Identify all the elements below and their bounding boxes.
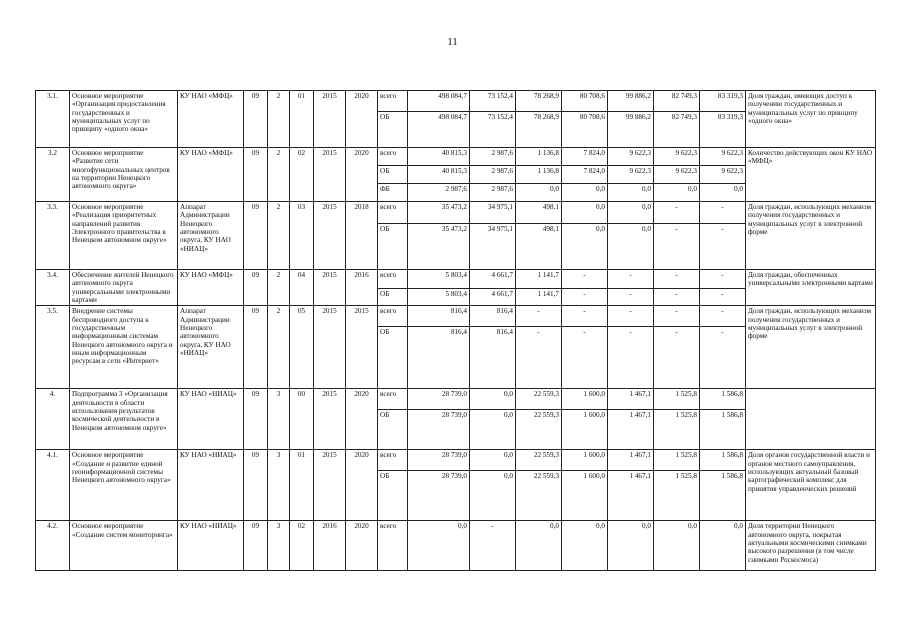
amount-cell: - [470, 521, 516, 571]
end-year: 2020 [346, 521, 378, 571]
amount-cell: 5 803,4 [408, 270, 470, 289]
start-year: 2015 [314, 306, 346, 389]
funding-source: ОБ [378, 224, 408, 270]
result-indicator: Доля граждан, использующих механизм получения государственных и муниципальных услуг в электронной форме [746, 202, 876, 270]
row-number: 3.1. [36, 91, 70, 148]
amount-cell: - [608, 270, 654, 289]
amount-cell: 28 739,0 [408, 471, 470, 521]
amount-cell: 1 525,8 [654, 389, 700, 410]
amount-cell: 0,0 [516, 184, 562, 202]
amount-cell: 816,4 [470, 327, 516, 389]
row-number: 3.2 [36, 148, 70, 202]
amount-cell: 99 886,2 [608, 91, 654, 112]
table-row [36, 270, 876, 289]
amount-cell: 1 600,0 [562, 450, 608, 471]
amount-cell: 22 559,3 [516, 389, 562, 410]
code-program: 09 [244, 450, 268, 521]
amount-cell: 28 739,0 [408, 410, 470, 450]
amount-cell: - [700, 289, 746, 306]
amount-cell: 0,0 [562, 224, 608, 270]
amount-cell: 40 815,3 [408, 148, 470, 166]
amount-cell: 1 525,8 [654, 410, 700, 450]
amount-cell: 0,0 [608, 224, 654, 270]
amount-cell: 9 622,3 [654, 166, 700, 184]
amount-cell: - [608, 306, 654, 327]
amount-cell: 498,1 [516, 202, 562, 224]
start-year: 2016 [314, 521, 346, 571]
code-subprogram: 2 [268, 270, 290, 306]
start-year: 2015 [314, 202, 346, 270]
code-activity: 03 [290, 202, 314, 270]
result-indicator: Доля органов государственной власти и органов местного самоуправления, использующих актуальный базовый картографический комплекс для принятия управленческих решений [746, 450, 876, 521]
table-row [36, 521, 876, 571]
amount-cell: 9 622,3 [608, 148, 654, 166]
amount-cell: - [562, 306, 608, 327]
result-indicator: Доля граждан, имеющих доступ к получению государственных и муниципальных услуг по принципу «одного окна» [746, 91, 876, 148]
code-activity: 05 [290, 306, 314, 389]
amount-cell: 28 739,0 [408, 450, 470, 471]
amount-cell: 83 319,3 [700, 91, 746, 112]
amount-cell: 34 975,1 [470, 224, 516, 270]
code-activity: 02 [290, 148, 314, 202]
amount-cell: 0,0 [700, 521, 746, 571]
end-year: 2018 [346, 202, 378, 270]
row-number: 3.4. [36, 270, 70, 306]
amount-cell: 0,0 [516, 521, 562, 571]
amount-cell: 22 559,3 [516, 410, 562, 450]
amount-cell: 0,0 [700, 184, 746, 202]
amount-cell: 7 824,0 [562, 148, 608, 166]
amount-cell: - [654, 289, 700, 306]
amount-cell: - [516, 306, 562, 327]
amount-cell: - [562, 270, 608, 289]
amount-cell: 1 525,8 [654, 471, 700, 521]
table-row [36, 202, 876, 224]
result-indicator: Доля граждан, использующих механизм получения государственных и муниципальных услуг в электронной форме [746, 306, 876, 389]
amount-cell: 1 136,8 [516, 148, 562, 166]
amount-cell: 816,4 [470, 306, 516, 327]
amount-cell: 73 152,4 [470, 112, 516, 148]
funding-source: ОБ [378, 471, 408, 521]
amount-cell: 35 473,2 [408, 224, 470, 270]
start-year: 2015 [314, 270, 346, 306]
funding-source: всего [378, 270, 408, 289]
amount-cell: 5 803,4 [408, 289, 470, 306]
result-indicator: Количество действующих окон КУ НАО «МФЦ» [746, 148, 876, 202]
table-row [36, 306, 876, 327]
amount-cell: 0,0 [654, 521, 700, 571]
result-indicator: Доля граждан, обеспеченных универсальными электронными картами [746, 270, 876, 306]
activity-name: Основное мероприятие «Создание систем мониторинга» [70, 521, 178, 571]
activity-name: Подпрограмма 3 «Организация деятельности в области использования результатов космической деятельности в Ненецком автономном округе» [70, 389, 178, 450]
amount-cell: - [608, 289, 654, 306]
amount-cell: 22 559,3 [516, 450, 562, 471]
code-activity: 04 [290, 270, 314, 306]
executor: Аппарат Администрации Ненецкого автономного округа, КУ НАО «НИАЦ» [178, 306, 244, 389]
amount-cell: 1 586,8 [700, 471, 746, 521]
amount-cell: 1 141,7 [516, 270, 562, 289]
amount-cell: 1 586,8 [700, 389, 746, 410]
amount-cell: 1 525,8 [654, 450, 700, 471]
amount-cell: - [700, 224, 746, 270]
amount-cell: 0,0 [470, 471, 516, 521]
amount-cell: - [654, 202, 700, 224]
amount-cell: 1 600,0 [562, 410, 608, 450]
code-program: 09 [244, 306, 268, 389]
amount-cell: 0,0 [654, 184, 700, 202]
amount-cell: 0,0 [608, 202, 654, 224]
amount-cell: - [654, 270, 700, 289]
amount-cell: 816,4 [408, 327, 470, 389]
code-subprogram: 3 [268, 389, 290, 450]
amount-cell: 22 559,3 [516, 471, 562, 521]
executor: КУ НАО «МФЦ» [178, 148, 244, 202]
executor: КУ НАО «МФЦ» [178, 91, 244, 148]
amount-cell: - [654, 327, 700, 389]
end-year: 2020 [346, 148, 378, 202]
table-row [36, 91, 876, 112]
end-year: 2015 [346, 306, 378, 389]
code-subprogram: 2 [268, 202, 290, 270]
code-program: 09 [244, 91, 268, 148]
funding-source: ОБ [378, 112, 408, 148]
amount-cell: 2 987,6 [470, 184, 516, 202]
amount-cell: 0,0 [562, 184, 608, 202]
amount-cell: 2 987,6 [470, 148, 516, 166]
amount-cell: - [562, 289, 608, 306]
result-indicator [746, 389, 876, 450]
amount-cell: - [700, 202, 746, 224]
amount-cell: 28 739,0 [408, 389, 470, 410]
amount-cell: 0,0 [608, 184, 654, 202]
amount-cell: - [700, 327, 746, 389]
activity-name: Основное мероприятие «Организация предоставления государственных и муниципальных услуг по принципу «одного окна» [70, 91, 178, 148]
amount-cell: 7 824,0 [562, 166, 608, 184]
amount-cell: 9 622,3 [654, 148, 700, 166]
amount-cell: 78 268,9 [516, 112, 562, 148]
table-row [36, 389, 876, 410]
amount-cell: 9 622,3 [700, 148, 746, 166]
amount-cell: 80 708,6 [562, 91, 608, 112]
code-activity: 01 [290, 450, 314, 521]
code-activity: 02 [290, 521, 314, 571]
funding-source: ФБ [378, 184, 408, 202]
funding-source: всего [378, 148, 408, 166]
funding-source: всего [378, 389, 408, 410]
start-year: 2015 [314, 450, 346, 521]
amount-cell: 82 749,3 [654, 91, 700, 112]
row-number: 3.5. [36, 306, 70, 389]
amount-cell: 73 152,4 [470, 91, 516, 112]
end-year: 2016 [346, 270, 378, 306]
amount-cell: 498,1 [516, 224, 562, 270]
code-program: 09 [244, 389, 268, 450]
amount-cell: - [516, 327, 562, 389]
funding-source: ОБ [378, 166, 408, 184]
amount-cell: 82 749,3 [654, 112, 700, 148]
code-program: 09 [244, 270, 268, 306]
funding-source: всего [378, 91, 408, 112]
executor: КУ НАО «МФЦ» [178, 270, 244, 306]
amount-cell: 4 661,7 [470, 270, 516, 289]
amount-cell: 2 987,6 [470, 166, 516, 184]
row-number: 4.1. [36, 450, 70, 521]
budget-table [35, 90, 876, 571]
amount-cell: - [654, 306, 700, 327]
amount-cell: 0,0 [408, 521, 470, 571]
amount-cell: 498 084,7 [408, 112, 470, 148]
amount-cell: 0,0 [470, 410, 516, 450]
code-subprogram: 2 [268, 306, 290, 389]
funding-source: ОБ [378, 327, 408, 389]
amount-cell: 99 886,2 [608, 112, 654, 148]
amount-cell: 1 467,1 [608, 389, 654, 410]
amount-cell: 78 268,9 [516, 91, 562, 112]
activity-name: Внедрение системы беспроводного доступа к государственным информационным системам Ненецкого автономного округа и иным информационным ресурсам в сети «Интернет» [70, 306, 178, 389]
amount-cell: 0,0 [562, 202, 608, 224]
executor: КУ НАО «НИАЦ» [178, 450, 244, 521]
amount-cell: 1 600,0 [562, 471, 608, 521]
amount-cell: - [608, 327, 654, 389]
row-number: 3.3. [36, 202, 70, 270]
funding-source: ОБ [378, 289, 408, 306]
amount-cell: 1 600,0 [562, 389, 608, 410]
executor: КУ НАО «НИАЦ» [178, 389, 244, 450]
funding-source: всего [378, 306, 408, 327]
result-indicator: Доля территории Ненецкого автономного округа, покрытая актуальными космическими снимками высокого разрешения (в том числе снимками Роскосмоса) [746, 521, 876, 571]
amount-cell: 1 586,8 [700, 410, 746, 450]
amount-cell: 0,0 [470, 450, 516, 471]
amount-cell: 1 141,7 [516, 289, 562, 306]
amount-cell: 498 084,7 [408, 91, 470, 112]
page-number: 11 [447, 36, 458, 48]
amount-cell: 0,0 [608, 521, 654, 571]
start-year: 2015 [314, 148, 346, 202]
amount-cell: - [654, 224, 700, 270]
start-year: 2015 [314, 91, 346, 148]
activity-name: Основное мероприятие «Реализация приоритетных направлений развития Электронного правительства в Ненецком автономном округе» [70, 202, 178, 270]
code-activity: 00 [290, 389, 314, 450]
row-number: 4. [36, 389, 70, 450]
amount-cell: 2 987,6 [408, 184, 470, 202]
amount-cell: - [562, 327, 608, 389]
row-number: 4.2. [36, 521, 70, 571]
funding-source: всего [378, 521, 408, 571]
amount-cell: 1 467,1 [608, 450, 654, 471]
amount-cell: - [700, 306, 746, 327]
amount-cell: 9 622,3 [608, 166, 654, 184]
amount-cell: 1 467,1 [608, 410, 654, 450]
start-year: 2015 [314, 389, 346, 450]
code-activity: 01 [290, 91, 314, 148]
code-subprogram: 3 [268, 450, 290, 521]
funding-source: ОБ [378, 410, 408, 450]
end-year: 2020 [346, 389, 378, 450]
activity-name: Основное мероприятие «Развитие сети многофункциональных центров на территории Ненецкого автономного округа» [70, 148, 178, 202]
funding-source: всего [378, 202, 408, 224]
amount-cell: 34 975,1 [470, 202, 516, 224]
amount-cell: 1 136,8 [516, 166, 562, 184]
amount-cell: 80 708,6 [562, 112, 608, 148]
executor: КУ НАО «НИАЦ» [178, 521, 244, 571]
activity-name: Основное мероприятие «Создание и развитие единой геоинформационной системы Ненецкого автономного округа» [70, 450, 178, 521]
amount-cell: 9 622,3 [700, 166, 746, 184]
amount-cell: - [700, 270, 746, 289]
amount-cell: 0,0 [562, 521, 608, 571]
table-row [36, 450, 876, 471]
code-subprogram: 2 [268, 91, 290, 148]
activity-name: Обеспечение жителей Ненецкого автономного округа универсальными электронными картами [70, 270, 178, 306]
amount-cell: 4 661,7 [470, 289, 516, 306]
amount-cell: 1 467,1 [608, 471, 654, 521]
end-year: 2020 [346, 450, 378, 521]
amount-cell: 83 319,3 [700, 112, 746, 148]
amount-cell: 0,0 [470, 389, 516, 410]
code-subprogram: 3 [268, 521, 290, 571]
code-program: 09 [244, 521, 268, 571]
code-subprogram: 2 [268, 148, 290, 202]
code-program: 09 [244, 148, 268, 202]
end-year: 2020 [346, 91, 378, 148]
amount-cell: 816,4 [408, 306, 470, 327]
funding-source: всего [378, 450, 408, 471]
executor: Аппарат Администрации Ненецкого автономного округа, КУ НАО «НИАЦ» [178, 202, 244, 270]
code-program: 09 [244, 202, 268, 270]
amount-cell: 1 586,8 [700, 450, 746, 471]
amount-cell: 35 473,2 [408, 202, 470, 224]
table-row [36, 148, 876, 166]
amount-cell: 40 815,3 [408, 166, 470, 184]
